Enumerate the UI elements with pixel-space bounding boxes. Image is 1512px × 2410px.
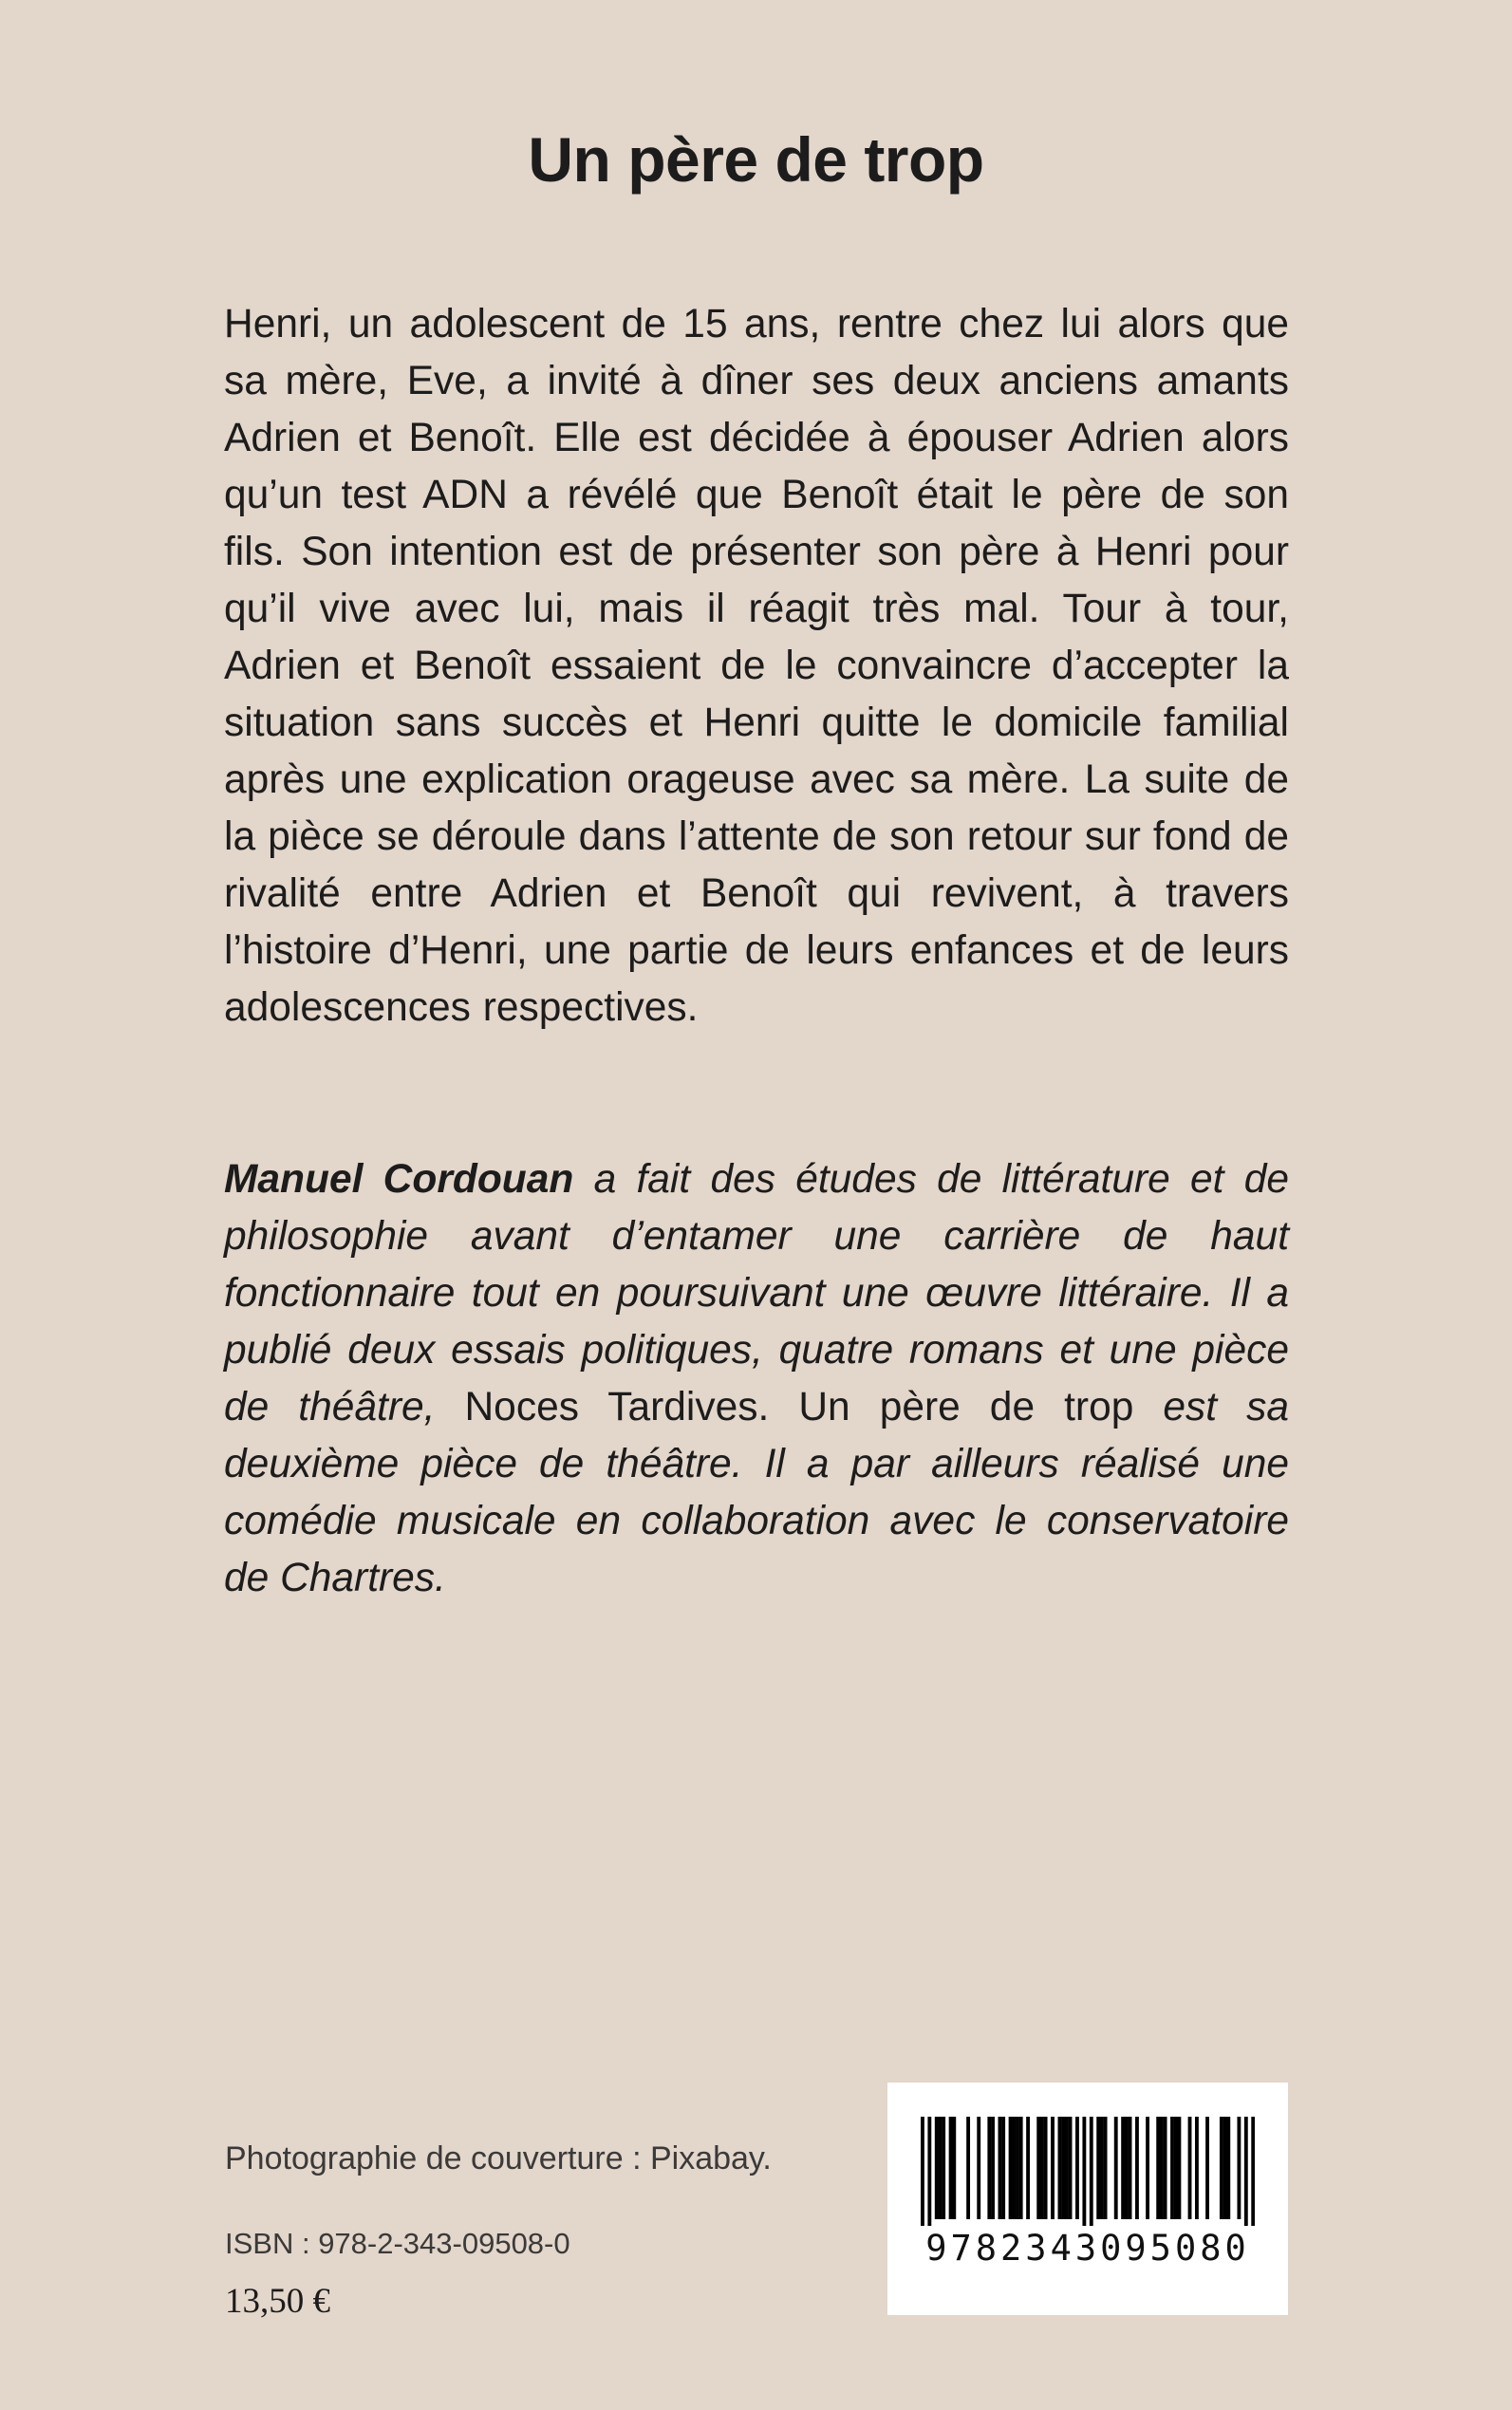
barcode-bar — [991, 2117, 995, 2219]
barcode-bar — [1164, 2117, 1167, 2219]
bio-work-title-2: Un père de trop — [798, 1385, 1134, 1429]
barcode-bar — [1226, 2117, 1230, 2219]
barcode-bar — [1012, 2117, 1016, 2219]
barcode-bar — [1036, 2117, 1040, 2219]
synopsis-text: Henri, un adolescent de 15 ans, rentre chez lui alors que sa mère, Eve, a invité à dîner ses deux anciens amants Adrien et Benoît. Elle est décidée à épouser Adrien alors qu’un test ADN a révélé que Benoît était le père de son fils. Son intention est de présenter son père à Henri pour qu’il vive avec lui, mais il réagit très mal. Tour à tour, Adrien et Benoît essaient de le convaincre d’accepter la situation sans succès et Henri quitte le domicile familial après une explication orageuse avec sa mère. La suite de la pièce se déroule dans l’attente de son retour sur fond de rivalité entre Adrien et Benoît qui revivent, à travers l’histoire d’Henri, une partie de leurs enfances et de leurs adolescences respectives. — [224, 302, 1289, 1030]
bio-work-title-1: Noces Tardives — [464, 1385, 758, 1429]
photo-credit: Photographie de couverture : Pixabay. — [225, 2140, 772, 2176]
barcode-bar — [1188, 2117, 1192, 2219]
barcode-bar — [1244, 2117, 1248, 2226]
barcode-bar — [921, 2117, 924, 2226]
barcode-icon — [921, 2117, 1255, 2226]
barcode-bar — [966, 2117, 970, 2219]
barcode-bar — [1096, 2117, 1100, 2219]
barcode-bar — [952, 2117, 956, 2219]
barcode-bar — [1237, 2117, 1241, 2219]
barcode-bar — [1058, 2117, 1062, 2219]
barcode-bar — [1174, 2117, 1178, 2219]
barcode-bar — [1251, 2117, 1255, 2226]
barcode-bar — [1069, 2117, 1073, 2219]
barcode-bar — [1170, 2117, 1174, 2219]
barcode-bar — [1104, 2117, 1108, 2219]
barcode-bar — [1051, 2117, 1055, 2219]
bio-text-1: a fait des études de littérature et de philosophie avant d’entamer une carrière de haut fonctionnaire tout en poursuivant une œuvre littéraire. Il a publié deux essais politiques, quatre romans et une pièce de théâtre, — [224, 1157, 1289, 1429]
barcode-bar — [1026, 2117, 1030, 2219]
barcode-bar — [1114, 2117, 1118, 2219]
barcode-bar — [1061, 2117, 1065, 2219]
barcode-bar — [1082, 2117, 1086, 2226]
barcode-bar — [939, 2117, 943, 2219]
author-name: Manuel Cordouan — [224, 1157, 574, 1202]
barcode-bar — [1177, 2117, 1181, 2219]
barcode-bar — [1121, 2117, 1125, 2219]
barcode-bar — [1044, 2117, 1048, 2219]
barcode-bar — [1223, 2117, 1227, 2219]
barcode-bar — [987, 2117, 991, 2219]
barcode-bar — [999, 2117, 1002, 2219]
barcode-bar — [1040, 2117, 1044, 2219]
barcode-bar — [1220, 2117, 1223, 2219]
barcode-bar — [1100, 2117, 1104, 2219]
barcode-bar — [927, 2117, 931, 2226]
barcode-bar — [1019, 2117, 1023, 2219]
barcode-bar — [1016, 2117, 1019, 2219]
barcode-panel — [887, 2083, 1288, 2315]
barcode-bar — [1125, 2117, 1129, 2219]
bio-text-2: . — [757, 1385, 799, 1429]
barcode-bar — [1009, 2117, 1013, 2219]
barcode-bar — [1195, 2117, 1199, 2219]
barcode-digits: 9782343095080 — [925, 2228, 1250, 2269]
book-title: Un père de trop — [528, 124, 984, 195]
barcode-bar — [935, 2117, 939, 2219]
barcode-bar — [1160, 2117, 1164, 2219]
barcode-bar — [1001, 2117, 1005, 2219]
isbn-text: ISBN : 978-2-343-09508-0 — [225, 2227, 570, 2260]
barcode-bar — [1135, 2117, 1139, 2219]
barcode-bar — [949, 2117, 953, 2219]
author-bio — [224, 1151, 1289, 1607]
barcode-bar — [1156, 2117, 1160, 2219]
price-text: 13,50 € — [225, 2282, 330, 2321]
barcode-bar — [1065, 2117, 1069, 2219]
barcode-bar — [1205, 2117, 1209, 2219]
barcode-bar — [1090, 2117, 1093, 2226]
barcode-bar — [1146, 2117, 1149, 2219]
bio-text-3: est sa deuxième pièce de théâtre. Il a par ailleurs réalisé une comédie musicale en collaboration avec le conservatoire de Chartres. — [224, 1385, 1290, 1600]
barcode-bar — [977, 2117, 980, 2219]
barcode-bar — [1129, 2117, 1132, 2219]
barcode-bar — [942, 2117, 945, 2219]
barcode-bar — [1075, 2117, 1079, 2219]
